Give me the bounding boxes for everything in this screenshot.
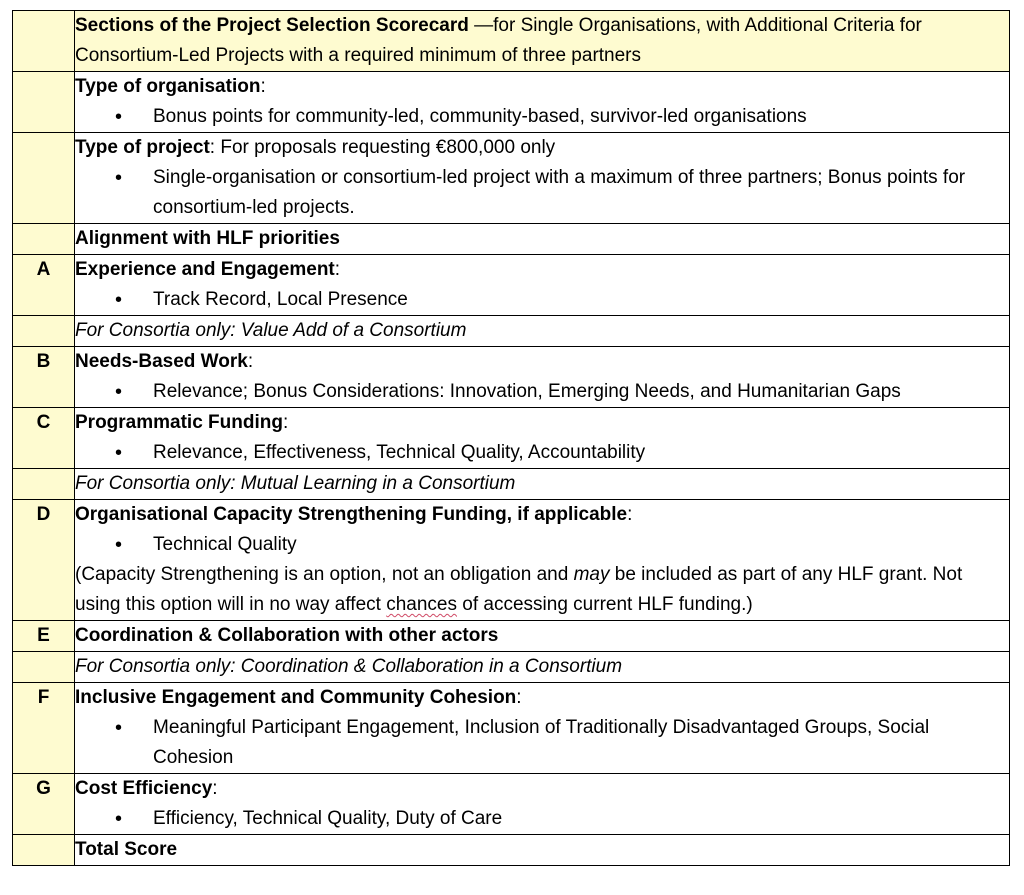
bullet-list (75, 713, 1009, 773)
table-row-a-consortia (13, 316, 1010, 347)
content-cell (75, 408, 1010, 469)
letter-cell (13, 72, 75, 133)
content-cell (75, 683, 1010, 774)
row-title: Type of project (75, 137, 210, 158)
consortia-note: For Consortia only: Value Add of a Consortium (75, 316, 1010, 347)
letter-cell (13, 316, 75, 347)
note-emphasis: may (573, 564, 610, 585)
content-cell (75, 255, 1010, 316)
bullet-list (75, 377, 1009, 407)
header-cell (75, 11, 1010, 72)
table-row-g (13, 774, 1010, 835)
table-row-type-organisation (13, 72, 1010, 133)
bullet-item: • Meaningful Participant Engagement, Inclusion of Traditionally Disadvantaged Groups, Social Cohesion (75, 713, 1009, 773)
section-letter: D (13, 500, 75, 621)
content-cell (75, 774, 1010, 835)
row-title-suffix: : (334, 259, 341, 280)
bullet-list (75, 102, 1009, 132)
row-title: Alignment with HLF priorities (75, 228, 340, 249)
row-title-suffix: : For proposals requesting €800,000 only (209, 137, 556, 158)
note-text: (Capacity Strengthening is an option, not an obligation and (75, 564, 574, 585)
note-text: of accessing current HLF funding.) (457, 594, 753, 615)
row-title: Coordination & Collaboration with other actors (75, 625, 499, 646)
letter-cell (13, 133, 75, 224)
note-text: be included as part of any HLF grant. Not using this option will in no way affect (75, 564, 963, 615)
bullet-item: • Technical Quality (75, 530, 1009, 560)
row-title: Type of organisation (75, 76, 261, 97)
section-letter: G (13, 774, 75, 835)
bullet-list (75, 804, 1009, 834)
bullet-list (75, 438, 1009, 468)
consortia-note: For Consortia only: Coordination & Collaboration in a Consortium (75, 652, 1010, 683)
note-spellcheck-word: chances (386, 594, 457, 615)
letter-cell (13, 11, 75, 72)
table-row-total (13, 835, 1010, 866)
content-cell (75, 621, 1010, 652)
bullet-item: • Bonus points for community-led, community-based, survivor-led organisations (75, 102, 1009, 132)
content-cell (75, 347, 1010, 408)
table-row-e (13, 621, 1010, 652)
table-row-d (13, 500, 1010, 621)
table-row-e-consortia (13, 652, 1010, 683)
row-title: Organisational Capacity Strengthening Funding, if applicable (75, 504, 628, 525)
row-title: Needs-Based Work (75, 351, 248, 372)
row-title-suffix: : (282, 412, 289, 433)
row-title-suffix: : (516, 687, 522, 708)
total-score-label: Total Score (75, 839, 178, 860)
bullet-list (75, 285, 1009, 315)
row-title-suffix: : (247, 351, 254, 372)
table-row-f (13, 683, 1010, 774)
table-row-type-project (13, 133, 1010, 224)
content-cell (75, 224, 1010, 255)
table-row-a (13, 255, 1010, 316)
row-title: Programmatic Funding (75, 412, 283, 433)
content-cell (75, 835, 1010, 866)
section-letter: E (13, 621, 75, 652)
bullet-item: • Track Record, Local Presence (75, 285, 1009, 315)
letter-cell (13, 835, 75, 866)
section-letter: C (13, 408, 75, 469)
header-title: Sections of the Project Selection Scorecard (75, 15, 469, 36)
content-cell (75, 72, 1010, 133)
table-row-c-consortia (13, 469, 1010, 500)
section-letter: F (13, 683, 75, 774)
bullet-item: • Relevance; Bonus Considerations: Innovation, Emerging Needs, and Humanitarian Gaps (75, 377, 1009, 407)
bullet-list (75, 530, 1009, 560)
row-title-suffix: : (627, 504, 633, 525)
bullet-item: • Relevance, Effectiveness, Technical Quality, Accountability (75, 438, 1009, 468)
letter-cell (13, 469, 75, 500)
row-title-suffix: : (212, 778, 218, 799)
row-title: Cost Efficiency (75, 778, 213, 799)
table-row-header (13, 11, 1010, 72)
bullet-item: • Efficiency, Technical Quality, Duty of Care (75, 804, 1009, 834)
letter-cell (13, 224, 75, 255)
section-letter: B (13, 347, 75, 408)
row-title-suffix: : (260, 76, 266, 97)
section-letter: A (13, 255, 75, 316)
bullet-item: • Single-organisation or consortium-led project with a maximum of three partners; Bonus points for consortium-led projects. (75, 163, 1009, 223)
table-row-b (13, 347, 1010, 408)
row-title: Inclusive Engagement and Community Cohesion (75, 687, 517, 708)
row-title: Experience and Engagement (75, 259, 335, 280)
letter-cell (13, 652, 75, 683)
content-cell (75, 500, 1010, 621)
header-subtitle: —for Single Organisations, with Additional Criteria for Consortium-Led Projects with a required minimum of three partners (75, 15, 922, 66)
capacity-note (75, 560, 1009, 620)
content-cell (75, 133, 1010, 224)
scorecard-table (12, 10, 1010, 866)
bullet-list (75, 163, 1009, 223)
table-row-alignment (13, 224, 1010, 255)
consortia-note: For Consortia only: Mutual Learning in a Consortium (75, 469, 1010, 500)
table-row-c (13, 408, 1010, 469)
